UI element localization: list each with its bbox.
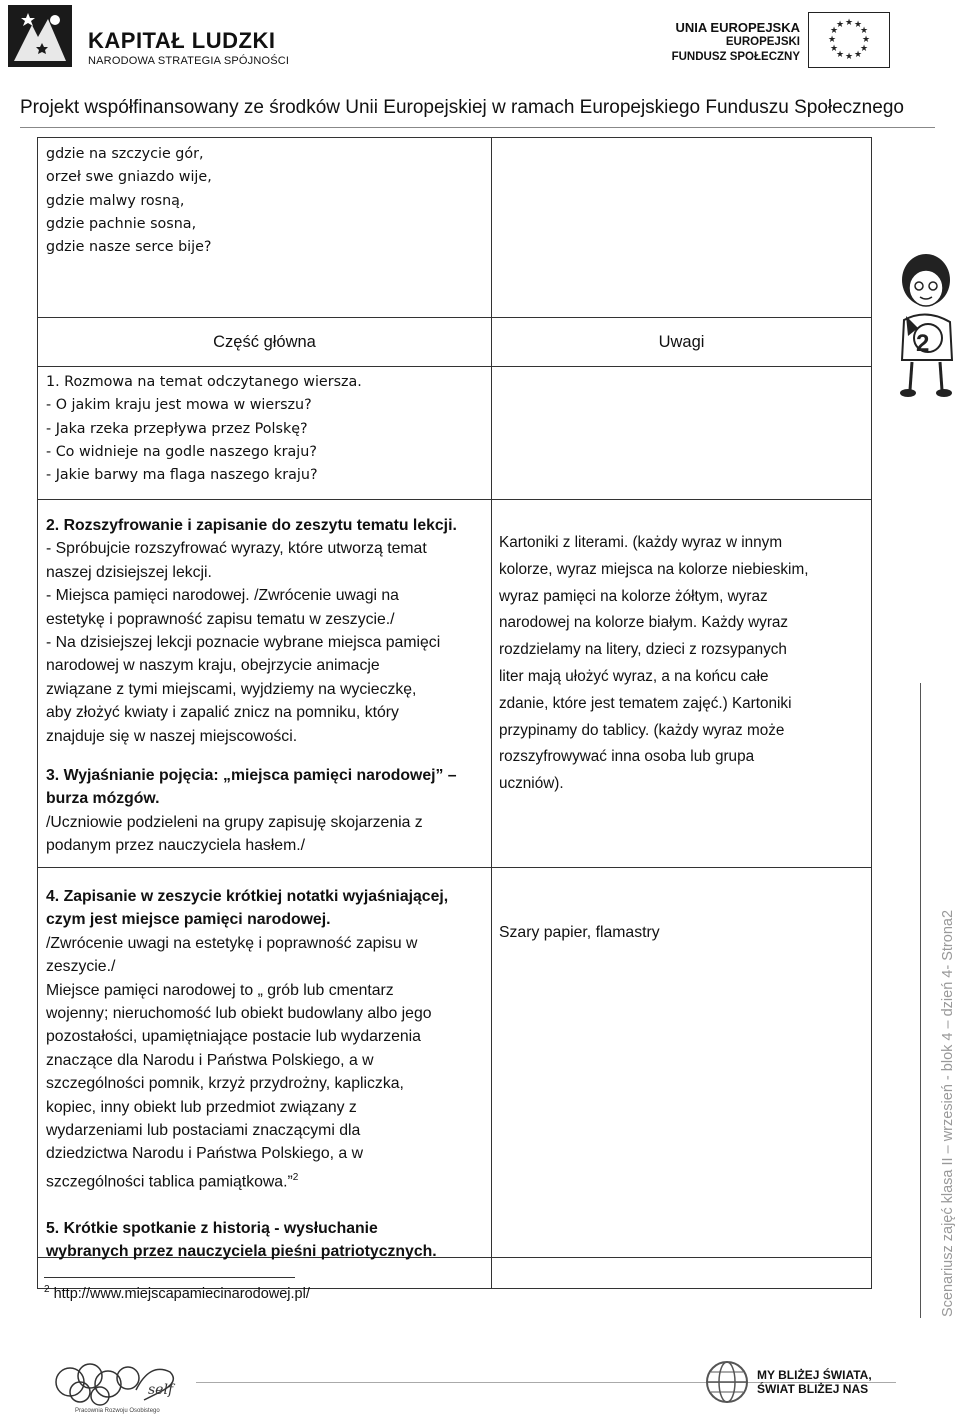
section-4-line: dziedzictwa Narodu i Państwa Polskiego, a w — [46, 1145, 363, 1163]
notes-line: liter mają ułożyć wyraz, a na końcu całe — [499, 667, 769, 685]
section-4-line: kopiec, inny obiekt lub przedmiot związany z — [46, 1098, 357, 1116]
section-1-line: - Jaka rzeka przepływa przez Polskę? — [46, 420, 308, 437]
poem-line: gdzie nasze serce bije? — [46, 239, 212, 256]
section-4-line: znaczące dla Narodu i Państwa Polskiego, a w — [46, 1051, 374, 1069]
side-divider — [920, 683, 921, 1318]
eu-line-1: UNIA EUROPEJSKA — [675, 20, 800, 35]
header-notes: Uwagi — [658, 333, 705, 351]
poem-line: gdzie pachnie sosna, — [46, 215, 197, 232]
section-4-line: wojenny; nieruchomość lub obiekt budowlany albo jego — [46, 1005, 432, 1023]
footer-org-name: Pracownia Rozwoju Osobistego — [75, 1408, 160, 1414]
footnote-number: 2 — [44, 1284, 50, 1295]
row-divider-3 — [38, 499, 871, 500]
eu-line-2: EUROPEJSKI — [725, 36, 800, 48]
project-cofinancing-line: Projekt współfinansowany ze środków Unii Europejskiej w ramach Europejskiego Funduszu Społecznego — [20, 97, 904, 118]
section-4-title: 4. Zapisanie w zeszycie krótkiej notatki wyjaśniającej, — [46, 888, 449, 905]
section-4-line: /Zwrócenie uwagi na estetykę i poprawność zapisu w — [46, 934, 418, 952]
section-2-line: narodowej w naszym kraju, obejrzycie animacje — [46, 657, 380, 675]
svg-text:★: ★ — [853, 50, 863, 60]
notes-line: zdanie, które jest tematem zajęć.) Kartoniki — [499, 694, 792, 712]
footer-campaign-line-1: MY BLIŻEJ ŚWIATA, — [757, 1368, 872, 1382]
notes-line: przypinamy do tablicy. (każdy wyraz może — [499, 721, 785, 739]
footnote-reference: 2 — [292, 1171, 299, 1183]
section-4-line: zeszycie./ — [46, 958, 116, 976]
brand-subtitle: NARODOWA STRATEGIA SPÓJNOŚCI — [88, 55, 290, 67]
girl-mascot-icon — [890, 250, 960, 400]
notes-line: Kartoniki z literami. (każdy wyraz w innym — [499, 534, 783, 551]
section-2-line: znajduje się w naszej miejscowości. — [46, 727, 298, 745]
sections-2-3 — [46, 514, 457, 858]
eu-label — [672, 20, 800, 65]
section-1-line: 1. Rozmowa na temat odczytanego wiersza. — [46, 374, 362, 390]
eu-flag-icon — [808, 12, 890, 68]
notes-section-2 — [499, 530, 808, 798]
section-4-line: wydarzeniami lub postaciami znaczącymi dla — [46, 1122, 361, 1140]
footer-campaign — [757, 1368, 872, 1396]
poem-line: gdzie malwy rosną, — [46, 192, 185, 209]
section-2-line: aby złożyć kwiaty i zapalić znicz na pomniku, który — [46, 704, 399, 722]
section-2-line: związane z tymi miejscami, wyjdziemy na wycieczkę, — [46, 680, 417, 698]
poem — [46, 143, 212, 259]
svg-text:★: ★ — [829, 26, 839, 36]
section-2-title: 2. Rozszyfrowanie i zapisanie do zeszytu tematu lekcji. — [46, 517, 457, 534]
svg-text:★: ★ — [853, 20, 863, 30]
notes-line: uczniów). — [499, 775, 564, 793]
brand-title: KAPITAŁ LUDZKI — [88, 28, 276, 53]
section-1-line: - O jakim kraju jest mowa w wierszu? — [46, 397, 312, 414]
section-4-title: czym jest miejsce pamięci narodowej. — [46, 911, 331, 929]
globe-icon — [702, 1352, 752, 1407]
lesson-table — [37, 137, 872, 1289]
page-badge: 2 — [916, 330, 930, 357]
section-5-title: wybranych przez nauczyciela pieśni patriotycznych. — [46, 1242, 437, 1260]
footnote-url[interactable]: http://www.miejscapamiecinarodowej.pl/ — [49, 1285, 310, 1302]
header-divider — [20, 127, 935, 128]
section-2-line: - Miejsca pamięci narodowej. /Zwrócenie uwagi na — [46, 587, 399, 605]
section-4-line: szczególności pomnik, krzyż przydrożny, kapliczka, — [46, 1075, 404, 1093]
section-2-line: - Spróbujcie rozszyfrować wyrazy, które utworzą temat — [46, 540, 427, 558]
notes-line: rozdzielamy na litery, dzieci z rozsypanych — [499, 641, 787, 659]
poem-line: gdzie na szczycie gór, — [46, 146, 204, 162]
svg-text:★: ★ — [829, 44, 839, 54]
column-divider — [491, 138, 492, 1288]
notes-line: wyraz pamięci na kolorze żółtym, wyraz — [499, 587, 768, 605]
header-main: Część główna — [213, 333, 316, 351]
footer-campaign-line-2: ŚWIAT BLIŻEJ NAS — [757, 1382, 869, 1396]
eu-line-3: FUNDUSZ SPOŁECZNY — [671, 51, 800, 63]
kapital-ludzki-logo — [8, 5, 72, 67]
row-divider-2 — [38, 366, 871, 367]
notes-line: rozszyfrowywać inna osoba lub grupa — [499, 748, 755, 766]
section-2-line: - Na dzisiejszej lekcji poznacie wybrane miejsca pamięci — [46, 634, 441, 652]
svg-text:★: ★ — [835, 20, 845, 30]
svg-text:★: ★ — [861, 35, 871, 45]
footnote — [44, 1284, 310, 1302]
notes-line: kolorze, wyraz miejsca na kolorze niebieskim, — [499, 560, 809, 578]
svg-text:★: ★ — [844, 52, 854, 62]
section-3-line: podanym przez nauczyciela hasłem./ — [46, 837, 306, 855]
section-2-line: naszej dzisiejszej lekcji. — [46, 563, 212, 581]
section-4-line: Miejsce pamięci narodowej to „ grób lub cmentarz — [46, 981, 394, 999]
notes-section-4: Szary papier, flamastry — [499, 924, 660, 941]
row-divider-4 — [38, 867, 871, 868]
footnote-separator — [44, 1277, 295, 1278]
sections-4-5 — [46, 885, 448, 1263]
section-1-line: - Jakie barwy ma flaga naszego kraju? — [46, 467, 318, 484]
section-3-title: 3. Wyjaśnianie pojęcia: „miejsca pamięci narodowej” – — [46, 767, 457, 785]
section-4-line: pozostałości, upamiętniające postacie lub wydarzenia — [46, 1028, 421, 1046]
section-3-line: /Uczniowie podzieleni na grupy zapisuję skojarzenia z — [46, 813, 423, 831]
poem-line: orzeł swe gniazdo wije, — [46, 169, 212, 186]
svg-text:★: ★ — [835, 50, 845, 60]
svg-text:★: ★ — [859, 44, 869, 54]
svg-text:★: ★ — [859, 26, 869, 36]
svg-text:★: ★ — [844, 18, 854, 28]
section-5-title: 5. Krótkie spotkanie z historią - wysłuchanie — [46, 1219, 378, 1237]
section-3-title: burza mózgów. — [46, 790, 160, 808]
notes-line: narodowej na kolorze białym. Każdy wyraz — [499, 614, 789, 632]
section-1-line: - Co widnieje na godle naszego kraju? — [46, 443, 317, 460]
section-1 — [46, 371, 362, 487]
self-logo-text: self — [148, 1382, 174, 1398]
svg-text:★: ★ — [827, 35, 837, 45]
section-4-last-line: szczególności tablica pamiątkowa.” — [46, 1173, 293, 1191]
side-scenario-label: Scenariusz zajęć klasa II – wrzesień - blok 4 – dzień 4- Strona2 — [940, 909, 956, 1317]
section-2-line: estetykę i poprawność zapisu tematu w zeszycie./ — [46, 610, 395, 628]
row-divider-1 — [38, 317, 871, 318]
